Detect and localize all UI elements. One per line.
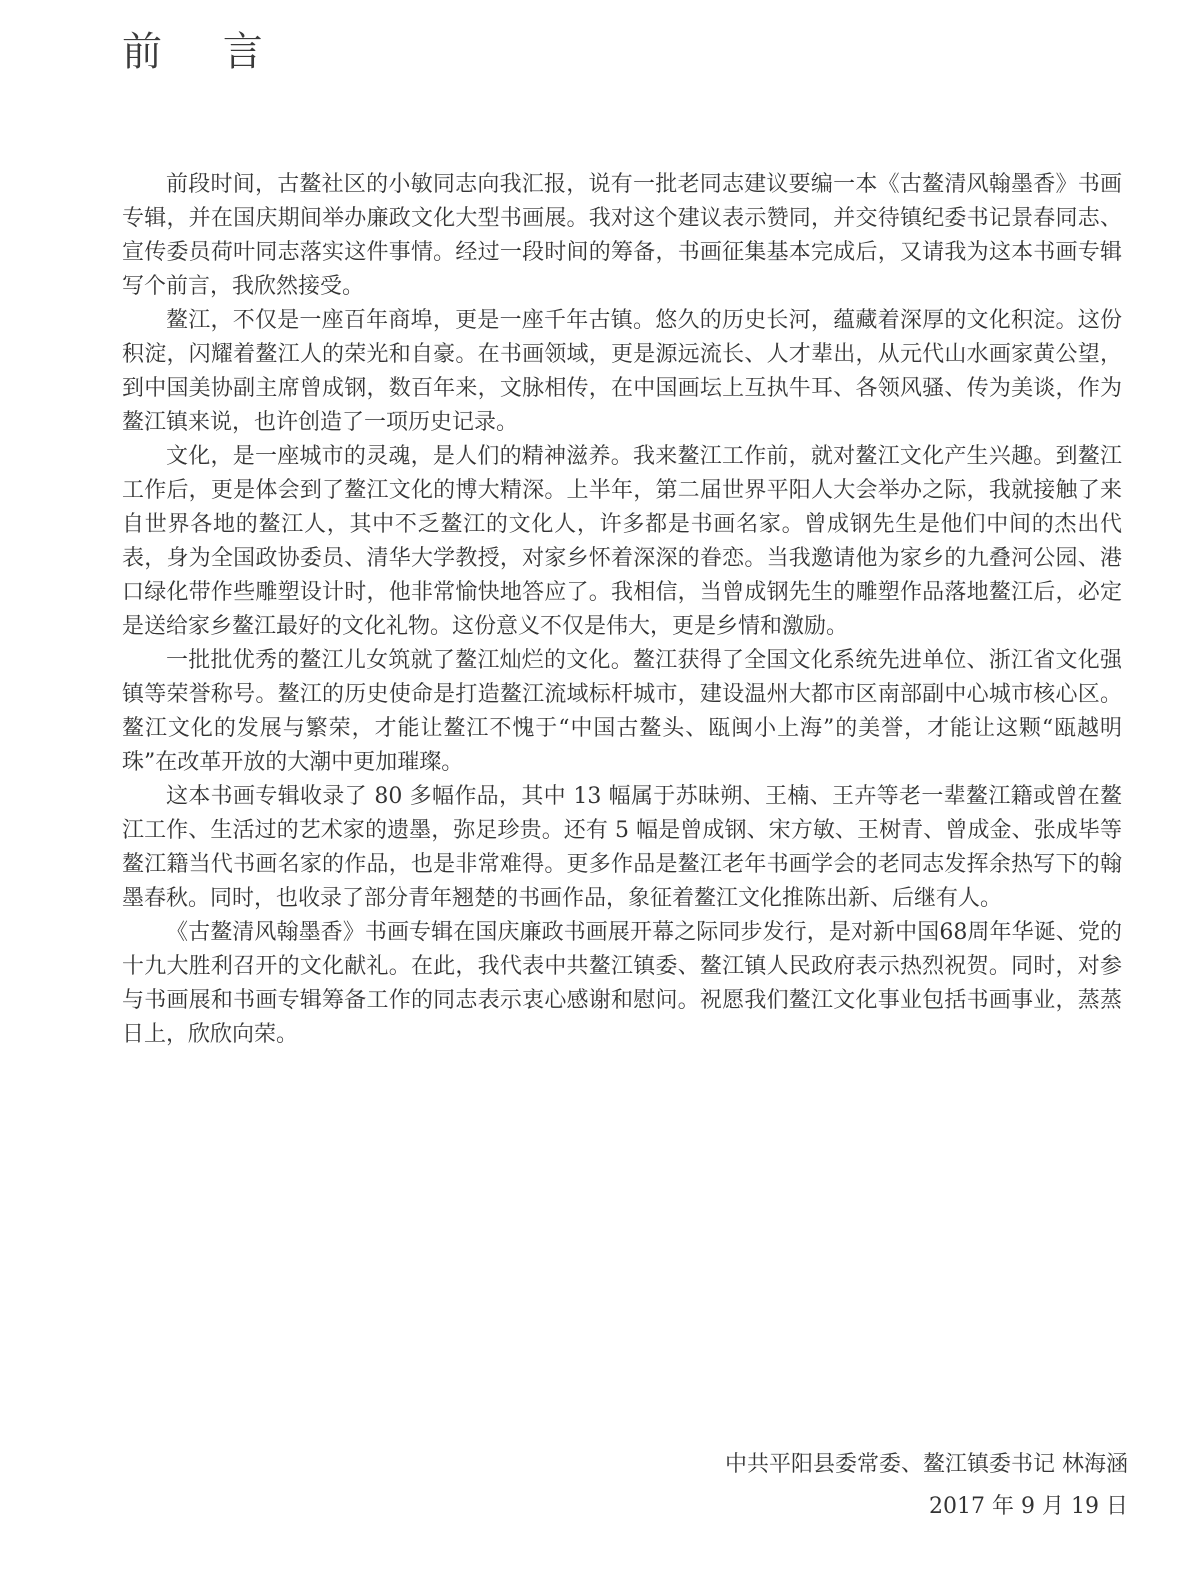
paragraph-1: 前段时间，古鳌社区的小敏同志向我汇报，说有一批老同志建议要编一本《古鳌清风翰墨香》书画专辑，并在国庆期间举办廉政文化大型书画展。我对这个建议表示赞同，并交待镇纪委书记景春同志、宣传委员荷叶同志落实这件事情。经过一段时间的筹备，书画征集基本完成后，又请我为这本书画专辑写个前言，我欣然接受。 [122,172,1122,299]
page-title: 前 言 [122,29,287,75]
signature-date: 2017 年 9 月 19 日 [929,1494,1128,1519]
signature-author: 中共平阳县委常委、鳌江镇委书记 林海涵 [725,1452,1128,1477]
paragraph-2: 鳌江，不仅是一座百年商埠，更是一座千年古镇。悠久的历史长河，蕴藏着深厚的文化积淀。这份积淀，闪耀着鳌江人的荣光和自豪。在书画领域，更是源远流长、人才辈出，从元代山水画家黄公望，到中国美协副主席曾成钢，数百年来，文脉相传，在中国画坛上互执牛耳、各领风骚、传为美谈，作为鳌江镇来说，也许创造了一项历史记录。 [122,308,1122,435]
paragraph-5: 这本书画专辑收录了 80 多幅作品，其中 13 幅属于苏昧朔、王楠、王卉等老一辈鳌江籍或曾在鳌江工作、生活过的艺术家的遗墨，弥足珍贵。还有 5 幅是曾成钢、宋方敏、王树青、曾成金、张成毕等鳌江籍当代书画名家的作品，也是非常难得。更多作品是鳌江老年书画学会的老同志发挥余热写下的翰墨春秋。同时，也收录了部分青年翘楚的书画作品，象征着鳌江文化推陈出新、后继有人。 [122,784,1122,911]
signature-block [725,1444,1128,1528]
paragraph-4: 一批批优秀的鳌江儿女筑就了鳌江灿烂的文化。鳌江获得了全国文化系统先进单位、浙江省文化强镇等荣誉称号。鳌江的历史使命是打造鳌江流域标杆城市，建设温州大都市区南部副中心城市核心区。鳌江文化的发展与繁荣，才能让鳌江不愧于“中国古鳌头、瓯闽小上海”的美誉，才能让这颗“瓯越明珠”在改革开放的大潮中更加璀璨。 [122,648,1122,775]
paragraph-3: 文化，是一座城市的灵魂，是人们的精神滋养。我来鳌江工作前，就对鳌江文化产生兴趣。到鳌江工作后，更是体会到了鳌江文化的博大精深。上半年，第二届世界平阳人大会举办之际，我就接触了来自世界各地的鳌江人，其中不乏鳌江的文化人，许多都是书画名家。曾成钢先生是他们中间的杰出代表，身为全国政协委员、清华大学教授，对家乡怀着深深的眷恋。当我邀请他为家乡的九叠河公园、港口绿化带作些雕塑设计时，他非常愉快地答应了。我相信，当曾成钢先生的雕塑作品落地鳌江后，必定是送给家乡鳌江最好的文化礼物。这份意义不仅是伟大，更是乡情和激励。 [122,444,1122,639]
document-body [122,168,1122,1052]
paragraph-6: 《古鳌清风翰墨香》书画专辑在国庆廉政书画展开幕之际同步发行，是对新中国68周年华诞、党的十九大胜利召开的文化献礼。在此，我代表中共鳌江镇委、鳌江镇人民政府表示热烈祝贺。同时，对参与书画展和书画专辑筹备工作的同志表示衷心感谢和慰问。祝愿我们鳌江文化事业包括书画事业，蒸蒸日上，欣欣向荣。 [122,920,1122,1047]
